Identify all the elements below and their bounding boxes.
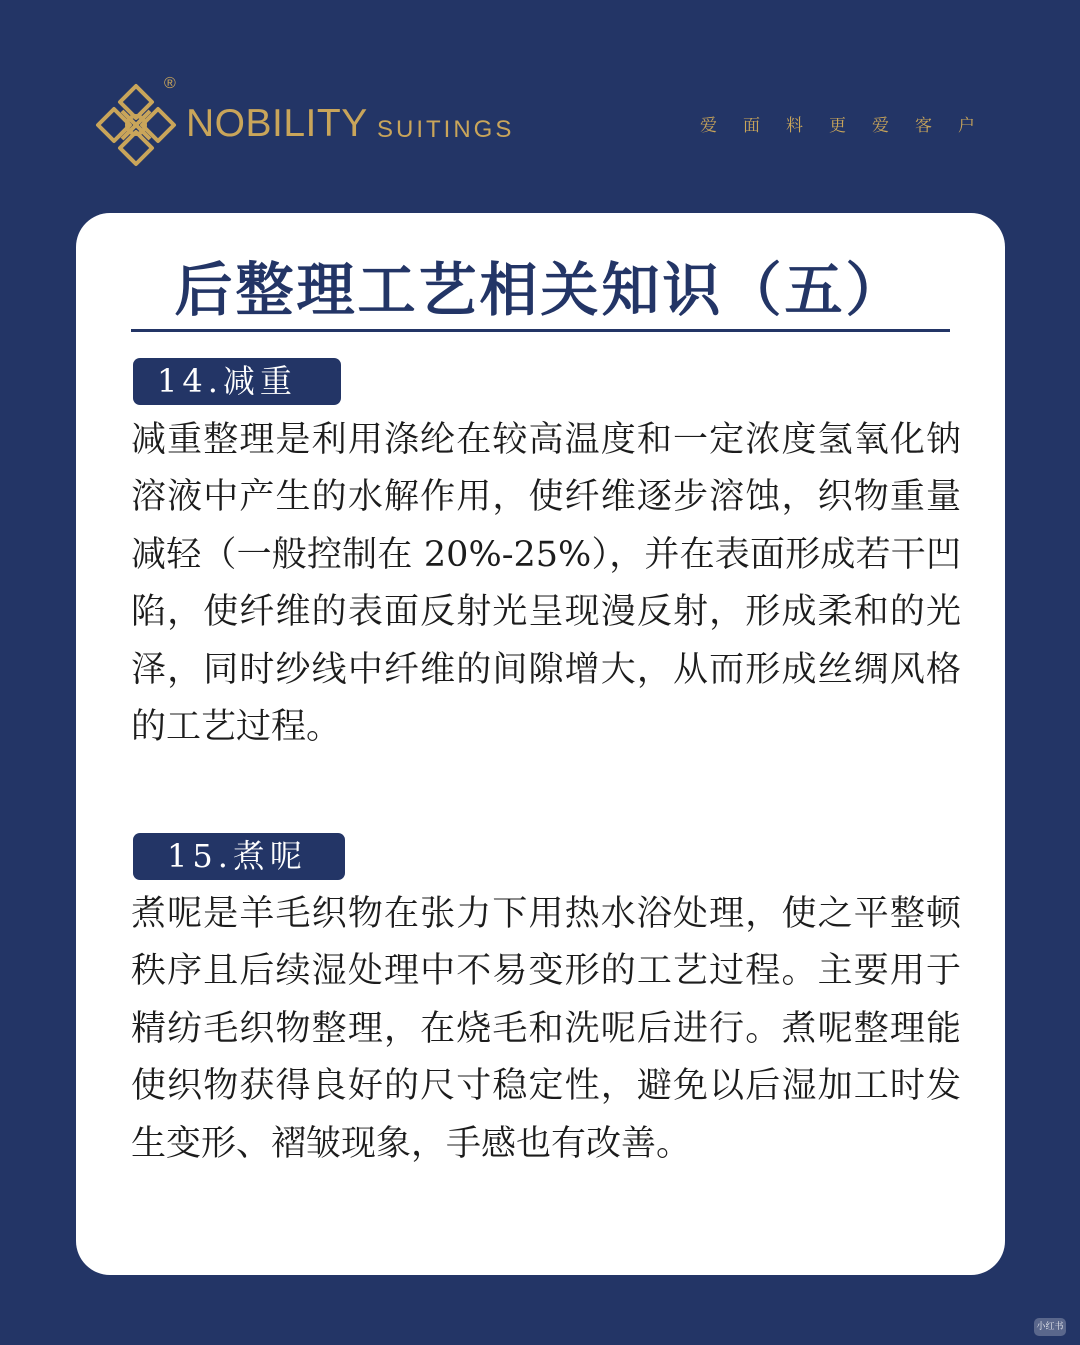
slogan: 爱面料更爱客户 <box>700 116 1001 136</box>
section-badge-weight-reduction: 14.减重 <box>133 358 341 405</box>
registered-mark: ® <box>164 75 176 92</box>
brand-subtitle: SUITINGS <box>377 116 515 143</box>
section-text-crabbing: 煮呢是羊毛织物在张力下用热水浴处理，使之平整顿秩序且后续湿处理中不易变形的工艺过程。主要用于精纺毛织物整理，在烧毛和洗呢后进行。煮呢整理能使织物获得良好的尺寸稳定性，避免以后湿加工时发生变形、褶皱现象，手感也有改善。 <box>131 894 961 1164</box>
watermark-badge: 小红书 <box>1034 1318 1066 1336</box>
knot-emblem-icon <box>92 80 180 170</box>
page-title: 后整理工艺相关知识（五） <box>174 256 907 324</box>
title-divider <box>131 329 950 332</box>
content-card <box>76 213 1005 1275</box>
section-text-weight-reduction: 减重整理是利用涤纶在较高温度和一定浓度氢氧化钠溶液中产生的水解作用，使纤维逐步溶蚀，织物重量减轻（一般控制在 20%-25%），并在表面形成若干凹陷，使纤维的表面反射光呈现漫反射，形成柔和的光泽，同时纱线中纤维的间隙增大，从而形成丝绸风格的工艺过程。 <box>131 420 961 748</box>
section-badge-crabbing: 15.煮呢 <box>133 833 345 880</box>
brand-name: NOBILITY <box>186 102 368 145</box>
